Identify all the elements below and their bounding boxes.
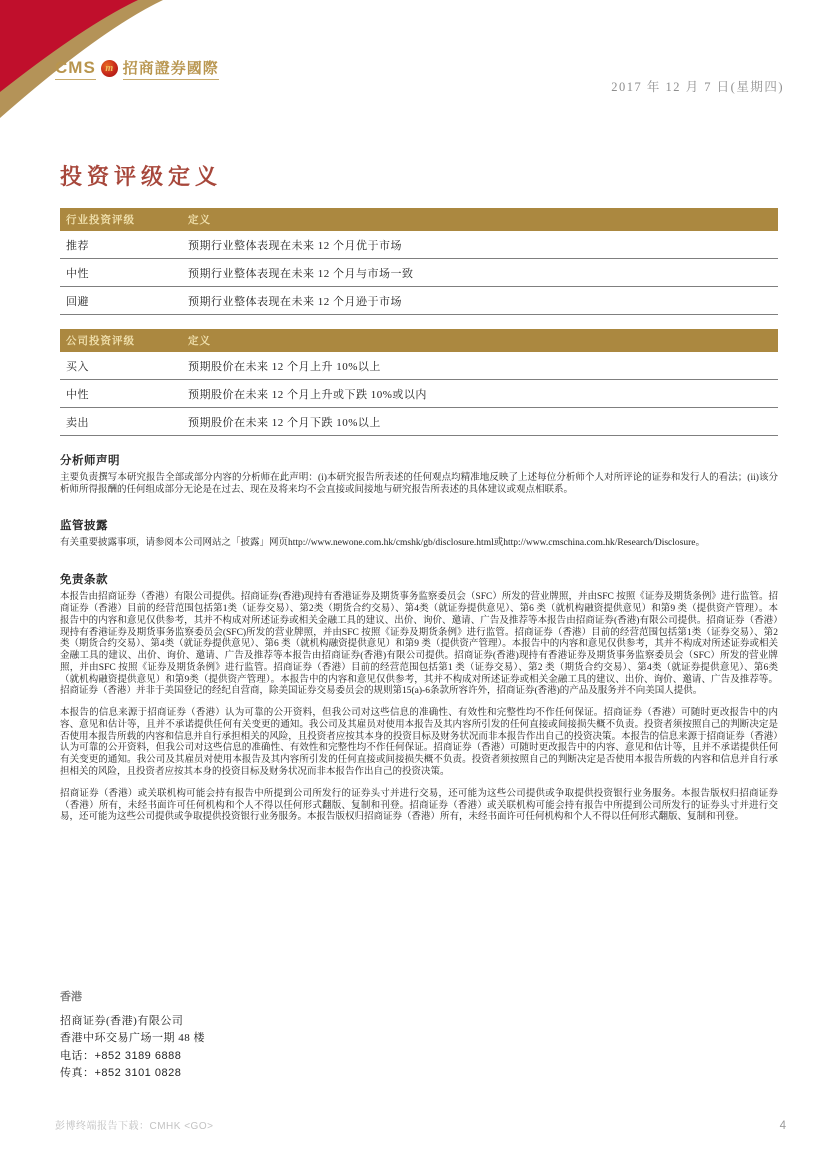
table-row — [60, 231, 778, 259]
rating-label: 中性 — [60, 380, 182, 408]
table-header-row — [60, 208, 778, 231]
table-header-row — [60, 329, 778, 352]
cms-logo — [55, 57, 219, 80]
table-row — [60, 352, 778, 380]
office-contact-block — [60, 989, 205, 1083]
rating-definition: 预期股价在未来 12 个月上升或下跌 10%或以内 — [182, 380, 778, 408]
cms-logo-chinese-text: 招商證券國際 — [123, 57, 219, 80]
office-address: 香港中环交易广场一期 48 楼 — [60, 1032, 205, 1044]
rating-definition: 预期行业整体表现在未来 12 个月逊于市场 — [182, 287, 778, 315]
main-content — [60, 160, 778, 824]
rating-label: 回避 — [60, 287, 182, 315]
analyst-statement-text: 主要负责撰写本研究报告全部或部分内容的分析师在此声明：(i)本研究报告所表述的任何观点均精准地反映了上述每位分析师个人对所评论的证券和发行人的看法；(ii)该分析师所得报酬的任何组成部分无论是在过去、现在及将来均不会直接或间接地与研究报告所表述的具体建议或观点相联系。 — [60, 473, 778, 495]
page-title: 投资评级定义 — [60, 164, 223, 189]
column-header-industry-rating: 行业投资评级 — [60, 208, 182, 231]
disclaimer-paragraph: 本报告由招商证券（香港）有限公司提供。招商证券(香港)现持有香港证券及期货事务监察委员会（SFC）所发的营业牌照，并由SFC 按照《证券及期货条例》进行监管。招商证券（香港）目前的经营范围包括第1类（证券交易）、第2类（期货合约交易）、第4类（就证券提供意见）、第6 类（就机构融资提供意见）和第9 类（提供资产管理）。本报告中的内容和意见仅供参考，其并不构成对所述证券或相关金融工具的建议、出价、询价、邀请、广告及推荐等本报告由招商证券(香港)有限公司提供。招商证券（香港）现持有香港证券及期货事务监察委员会(SFC)所发的营业牌照，并由SFC 按照《证券及期货条例》进行监管。招商证券（香港）目前的经营范围包括第1类（证券交易）、第2类（期货合约交易）、第4类（就证券提供意见）、第6 类（就机构融资提供意见）和第9 类（提供资产管理）。本报告中的内容和意见仅供参考，其并不构成对所述证券或相关金融工具的建议、出价、询价、邀请、广告及推荐等本报告由招商证券(香港)有限公司提供。招商证券(香港)现持有香港证券及期货事务监察委员会（SFC）所发的营业牌照，并由SFC 按照《证券及期货条例》进行监管。招商证券（香港）目前的经营范围包括第1 类（证券交易）、第2 类（期货合约交易）、第4类（就证券提供意见）、第6类（就机构融资提供意见）和第9类（提供资产管理）。本报告中的内容和意见仅供参考，其并不构成对所述证券或相关金融工具的建议、出价、询价、邀请、广告及推荐等。招商证券（香港）并非于美国登记的经纪自营商，除美国证券交易委员会的规则第15(a)-6条款所容许外，招商证券(香港)的产品及服务并不向美国人提供。 — [60, 592, 778, 697]
table-row — [60, 380, 778, 408]
office-phone — [60, 1048, 205, 1066]
cms-logo-text: CMS — [55, 58, 96, 80]
column-header-definition: 定义 — [182, 208, 778, 231]
report-date: 2017 年 12 月 7 日(星期四) — [611, 80, 784, 94]
office-fax — [60, 1065, 205, 1083]
office-company-name: 招商证券(香港)有限公司 — [60, 1014, 184, 1027]
industry-rating-table — [60, 208, 778, 315]
fax-number: +852 3101 0828 — [94, 1067, 182, 1079]
column-header-definition: 定义 — [182, 329, 778, 352]
table-row — [60, 408, 778, 436]
section-heading-regulatory-disclosure: 监管披露 — [60, 519, 108, 532]
cms-m-glyph: m — [105, 62, 114, 74]
phone-label: 电话： — [60, 1049, 95, 1062]
rating-label: 买入 — [60, 352, 182, 380]
section-heading-disclaimer: 免责条款 — [60, 574, 108, 587]
table-row — [60, 287, 778, 315]
rating-label: 推荐 — [60, 231, 182, 259]
fax-label: 传真： — [60, 1067, 95, 1079]
rating-definition: 预期股价在未来 12 个月下跌 10%以上 — [182, 408, 778, 436]
rating-label: 卖出 — [60, 408, 182, 436]
page-footer — [55, 1117, 786, 1132]
page-number: 4 — [779, 1120, 786, 1132]
cms-m-icon — [101, 60, 118, 77]
rating-label: 中性 — [60, 259, 182, 287]
company-rating-table — [60, 329, 778, 436]
bloomberg-terminal-code: CMHK <GO> — [149, 1121, 214, 1132]
phone-number: +852 3189 6888 — [94, 1049, 182, 1062]
section-heading-analyst-statement: 分析师声明 — [60, 455, 120, 467]
download-label: 彭博终端报告下载： — [55, 1121, 150, 1132]
rating-definition: 预期行业整体表现在未来 12 个月与市场一致 — [182, 259, 778, 287]
bloomberg-download-note — [55, 1117, 213, 1132]
disclaimer-paragraph: 招商证券（香港）或关联机构可能会持有报告中所提到公司所发行的证券头寸并进行交易，还可能为这些公司提供或争取提供投资银行业务服务。本报告版权归招商证券（香港）所有，未经书面许可任何机构和个人不得以任何形式翻版、复制和刊登。招商证券（香港）或关联机构可能会持有报告中所提到公司所发行的证券头寸并进行交易，还可能为这些公司提供或争取提供投资银行业务服务。本报告版权归招商证券（香港）所有，未经书面许可任何机构和个人不得以任何形式翻版、复制和刊登。 — [60, 788, 778, 823]
section-regulatory-disclosure — [60, 517, 778, 550]
disclaimer-paragraph: 本报告的信息来源于招商证券（香港）认为可靠的公开资料，但我公司对这些信息的准确性、有效性和完整性均不作任何保证。招商证券（香港）可随时更改报告中的内容、意见和估计等，且并不承诺提供任何有关变更的通知。我公司及其雇员对使用本报告及其内容所引发的任何直接或间接损失概不负责。投资者须按照自己的判断决定是否使用本报告所载的内容和信息并自行承担相关的风险，且投资者应按其本身的投资目标及财务状况而非本报告作出自己的投资决策。本报告的信息来源于招商证券（香港）认为可靠的公开资料，但我公司对这些信息的准确性、有效性和完整性均不作任何保证。招商证券（香港）可随时更改报告中的内容、意见和估计等，且并不承诺提供任何有关变更的通知。我公司及其雇员对使用本报告及其内容所引发的任何直接或间接损失概不负责。投资者须按照自己的判断决定是否使用本报告所载的内容和信息并自行承担相关的风险，且投资者应按其本身的投资目标及财务状况而非本报告作出自己的投资决策。 — [60, 708, 778, 778]
office-region: 香港 — [60, 991, 82, 1003]
rating-definition: 预期股价在未来 12 个月上升 10%以上 — [182, 352, 778, 380]
rating-definition: 预期行业整体表现在未来 12 个月优于市场 — [182, 231, 778, 259]
table-row — [60, 259, 778, 287]
section-analyst-statement — [60, 452, 778, 497]
regulatory-disclosure-text: 有关重要披露事项，请参阅本公司网站之「披露」网页http://www.newone.com.hk/cmshk/gb/disclosure.html或http://www.cmschina.com.hk/Research/Disclosure。 — [60, 537, 705, 548]
section-disclaimer — [60, 571, 778, 824]
column-header-company-rating: 公司投资评级 — [60, 329, 182, 352]
